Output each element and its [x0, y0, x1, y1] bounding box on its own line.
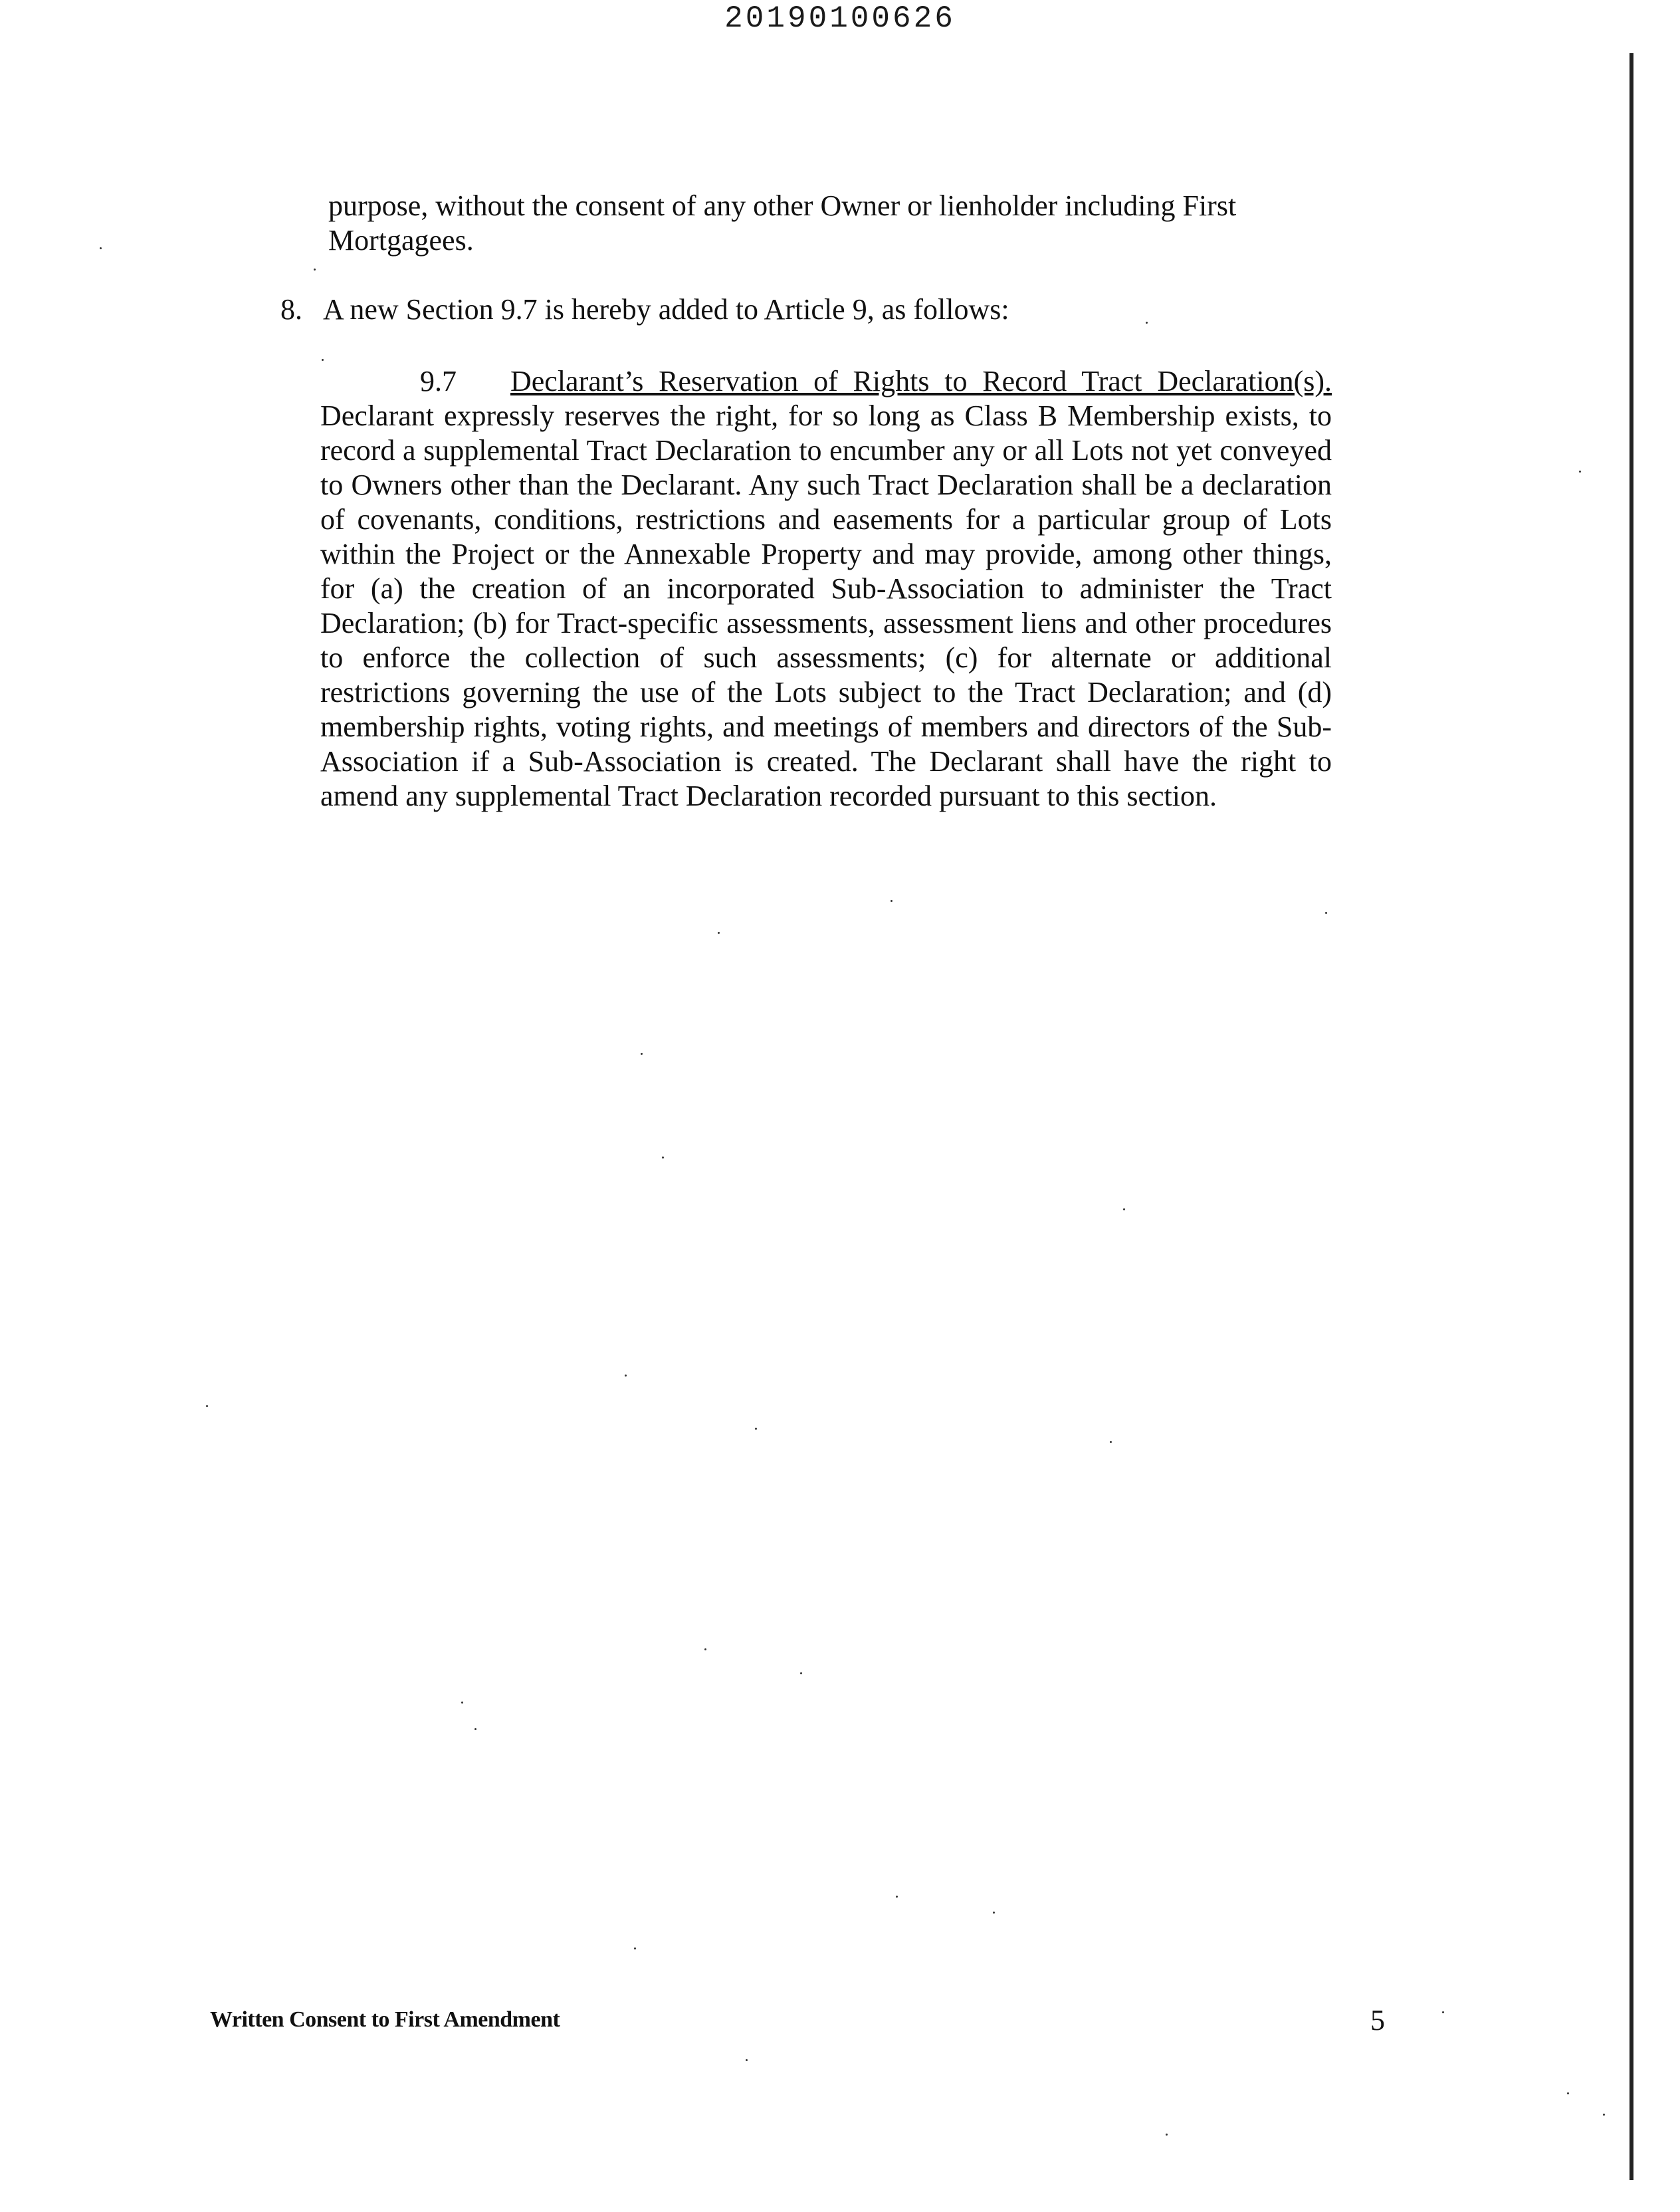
speck: [662, 1157, 664, 1159]
footer-document-title: Written Consent to First Amendment: [210, 2007, 560, 2032]
speck: [1579, 471, 1581, 473]
speck: [474, 1728, 476, 1730]
speck: [1110, 1441, 1112, 1443]
page-number: 5: [1370, 2004, 1385, 2037]
speck: [314, 269, 316, 271]
continuation-paragraph: [328, 189, 1332, 258]
speck: [1146, 322, 1148, 324]
item-text: A new Section 9.7 is hereby added to Article 9, as follows:: [323, 293, 1009, 326]
section-title: Declarant’s Reservation of Rights to Record Tract Declaration(s).: [510, 365, 1332, 397]
speck: [704, 1648, 706, 1650]
speck: [891, 900, 892, 902]
section-body: Declarant expressly reserves the right, for so long as Class B Membership exists, to record a supplemental Tract Declaration to encumber any or all Lots not yet conveyed to Owners other than the Declarant. Any such Tract Declaration shall be a declaration of covenants, conditions, restrictions and easements for a particular group of Lots within the Project or the Annexable Property and may provide, among other things, for (a) the creation of an incorporated Sub-Association to administer the Tract Declaration; (b) for Tract-specific assessments, assessment liens and other procedures to enforce the collection of such assessments; (c) for alternate or additional restrictions governing the use of the Lots subject to the Tract Declaration; and (d) membership rights, voting rights, and meetings of members and directors of the Sub-Association if a Sub-Association is created. The Declarant shall have the right to amend any supplemental Tract Declaration recorded pursuant to this section.: [320, 399, 1332, 812]
speck: [1166, 2134, 1168, 2136]
speck: [1567, 2092, 1569, 2094]
speck: [322, 359, 324, 361]
speck: [746, 2059, 748, 2061]
section-number: 9.7: [420, 365, 457, 397]
speck: [625, 1375, 627, 1377]
speck: [461, 1702, 463, 1704]
speck: [100, 247, 102, 249]
continuation-text: purpose, without the consent of any other Owner or lienholder including First: [328, 189, 1237, 222]
speck: [634, 1947, 636, 1949]
speck: [1123, 1208, 1125, 1210]
speck: [1603, 2114, 1605, 2116]
speck: [1442, 2011, 1444, 2013]
speck: [896, 1896, 898, 1898]
item-number: 8.: [280, 293, 302, 326]
section-9-7: [320, 364, 1332, 814]
document-number: 20190100626: [724, 1, 956, 36]
speck: [641, 1053, 643, 1055]
continuation-last-line: Mortgagees.: [328, 224, 474, 257]
list-item-8: [280, 292, 1009, 327]
speck: [206, 1405, 208, 1407]
speck: [993, 1912, 995, 1914]
speck: [800, 1672, 802, 1674]
speck: [755, 1428, 757, 1430]
speck: [1325, 912, 1327, 914]
scan-edge-line: [1629, 53, 1633, 2180]
speck: [718, 932, 720, 934]
